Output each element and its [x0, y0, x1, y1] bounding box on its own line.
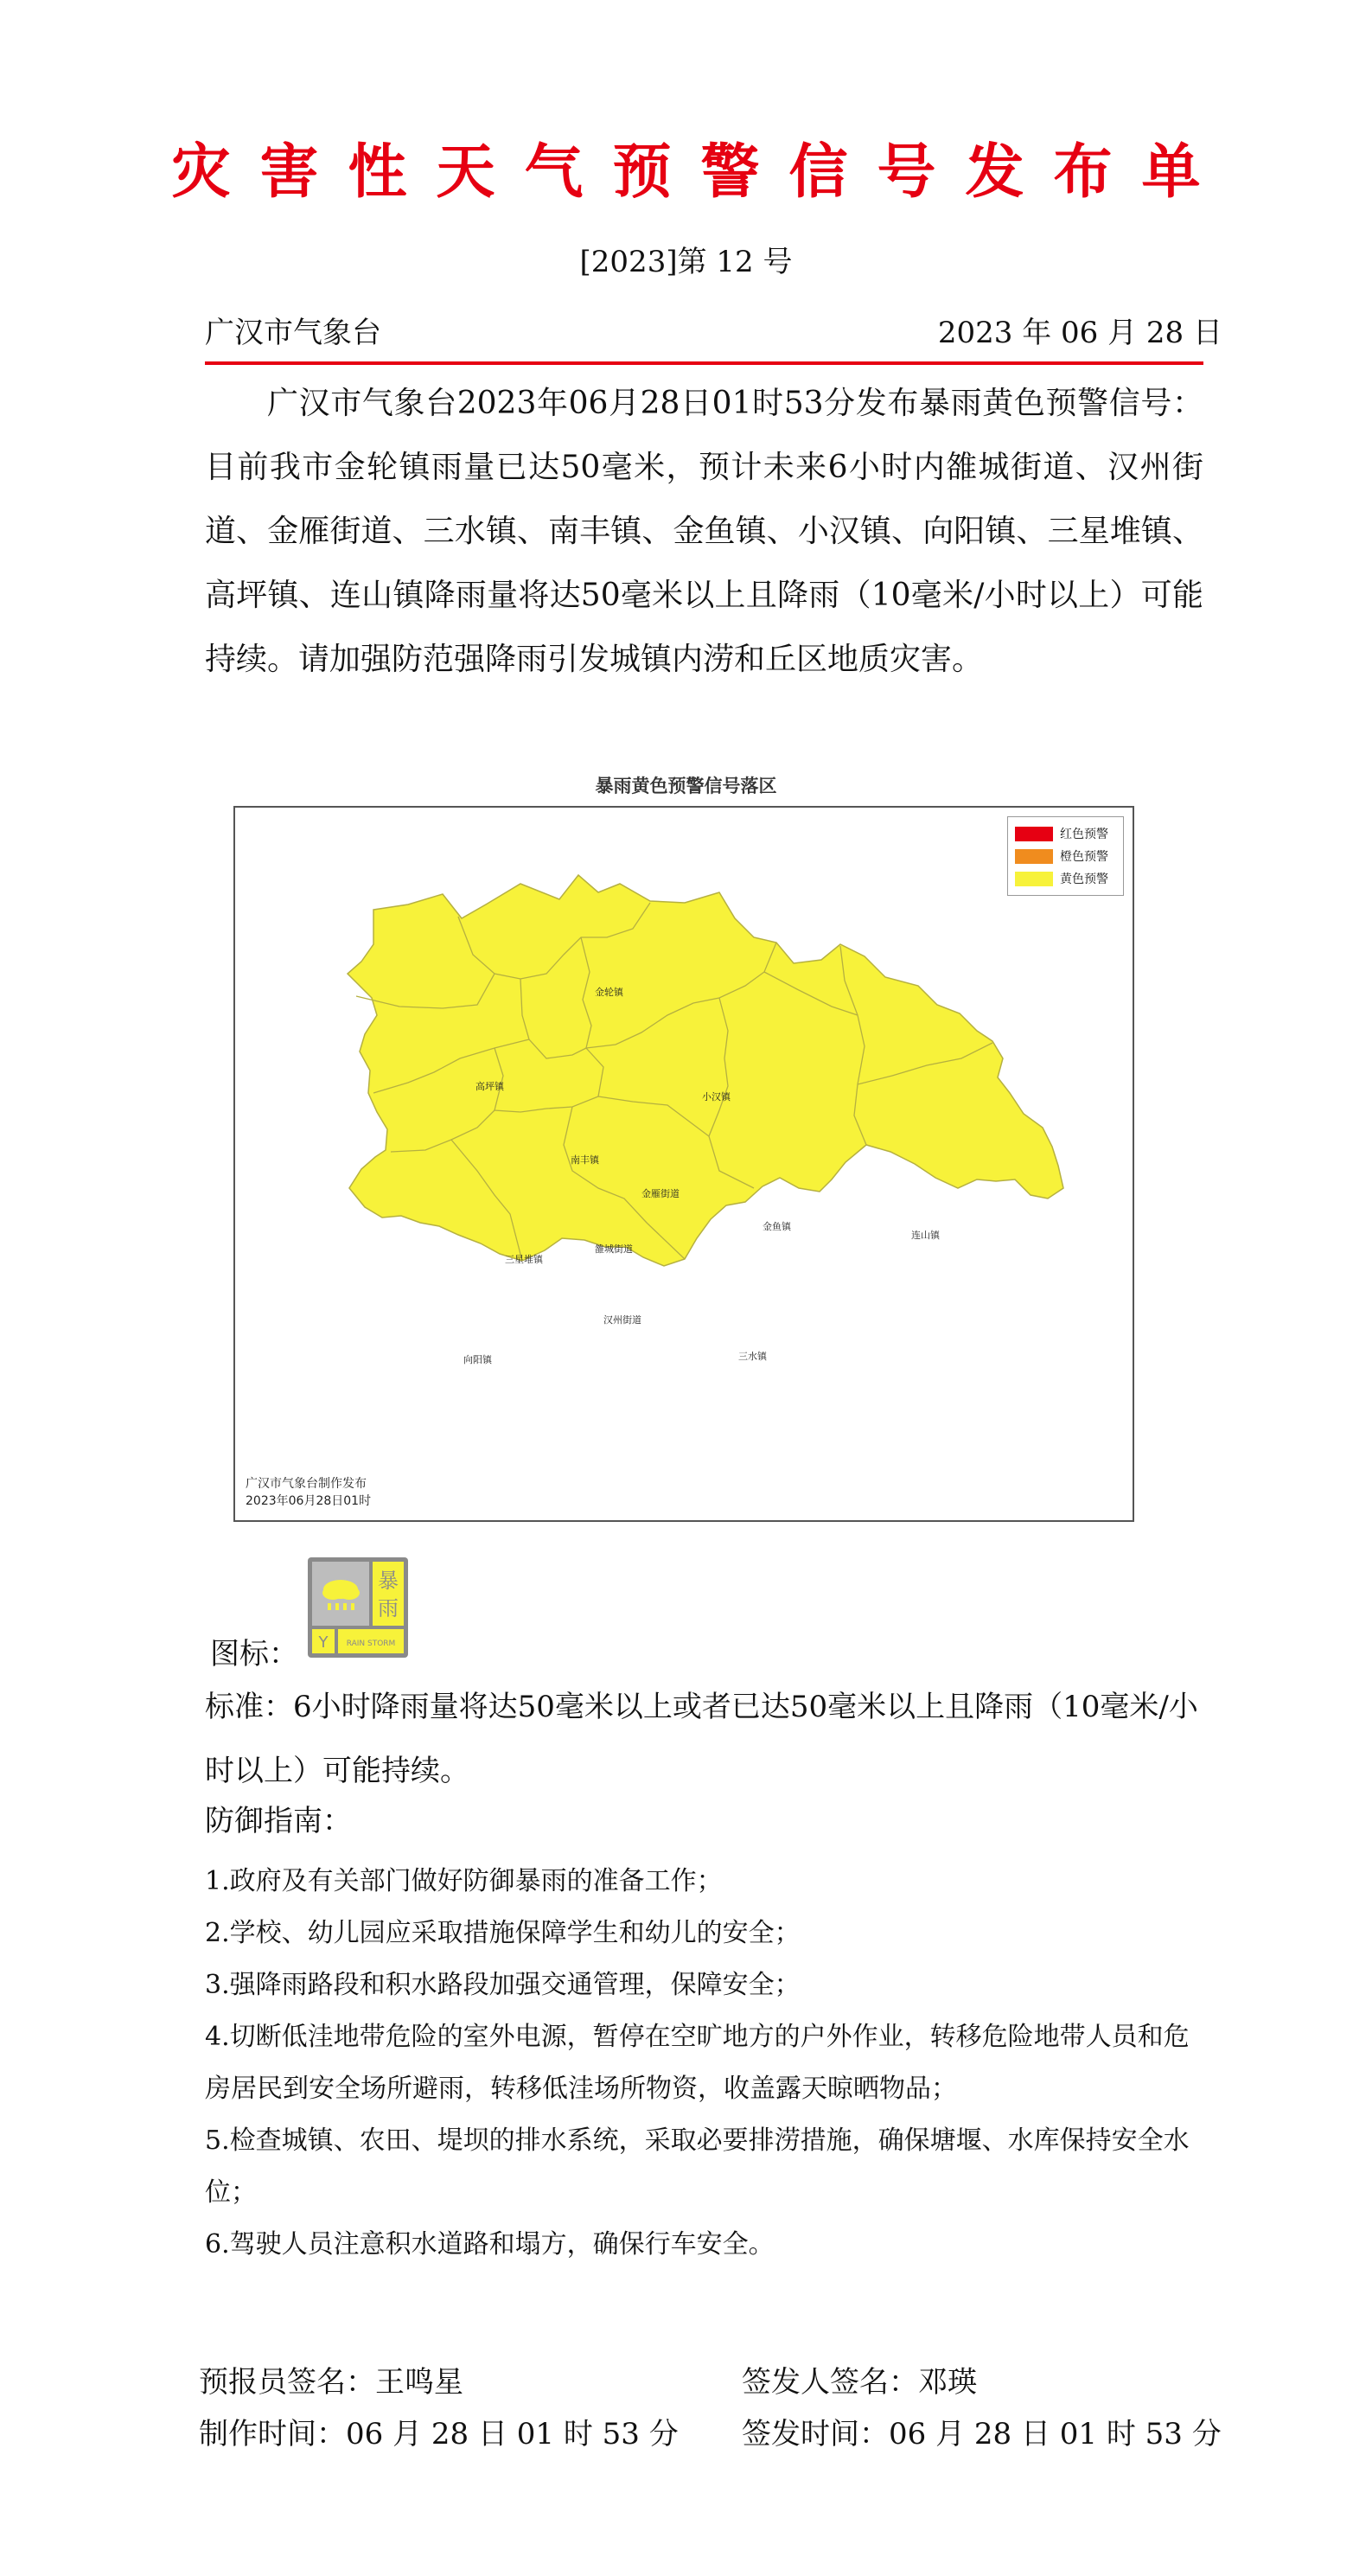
legend-item — [1015, 845, 1116, 867]
town-label: 金轮镇 — [595, 987, 623, 998]
map-title: 暴雨黄色预警信号落区 — [595, 776, 777, 796]
list-item: 3.强降雨路段和积水路段加强交通管理，保障安全； — [205, 1970, 801, 2000]
warning-paragraph: 广汉市气象台2023年06月28日01时53分发布暴雨黄色预警信号：目前我市金轮镇雨量已达50毫米，预计未来6小时内雒城街道、汉州街道、金雁街道、三水镇、南丰镇、金鱼镇、小汉镇、向阳镇、三星堆镇、高坪镇、连山镇降雨量将达50毫米以上且降雨（10毫米/小时以上）可能持续。请加强防范强降雨引发城镇内涝和丘区地质灾害。 — [205, 386, 1203, 677]
issue-date: 2023 年 06 月 28 日 — [937, 316, 1222, 350]
legend-label: 橙色预警 — [1060, 850, 1108, 864]
guanghan-region — [348, 875, 1063, 1266]
legend-swatch-orange — [1015, 849, 1053, 864]
warning-area-map — [233, 806, 1134, 1522]
legend-label: 红色预警 — [1060, 828, 1108, 841]
forecaster-signature: 预报员签名：王鸣星 — [199, 2365, 463, 2400]
legend-label: 黄色预警 — [1060, 873, 1108, 886]
made-time: 制作时间：06 月 28 日 01 时 53 分 — [199, 2417, 679, 2451]
defense-guide-title: 防御指南： — [205, 1804, 352, 1838]
document-number: [2023]第 12 号 — [579, 245, 793, 279]
rainstorm-yellow-warning-icon — [307, 1556, 409, 1659]
map-legend — [1007, 816, 1124, 896]
town-label: 金鱼镇 — [763, 1221, 791, 1232]
list-item: 2.学校、幼儿园应采取措施保障学生和幼儿的安全； — [205, 1918, 801, 1948]
credit-time: 2023年06月28日01时 — [246, 1494, 372, 1508]
icon-char: 雨 — [378, 1596, 399, 1620]
credit-line: 广汉市气象台制作发布 — [246, 1477, 367, 1491]
issuer-name: 广汉市气象台 — [205, 316, 381, 350]
town-label: 三水镇 — [738, 1351, 767, 1362]
warning-standard: 标准：6小时降雨量将达50毫米以上或者已达50毫米以上且降雨（10毫米/小时以上）可能持续。 — [205, 1690, 1198, 1788]
town-label: 金雁街道 — [641, 1188, 680, 1199]
icon-label: 图标： — [210, 1637, 298, 1672]
town-label: 连山镇 — [911, 1230, 940, 1241]
town-label: 小汉镇 — [702, 1091, 731, 1103]
legend-item — [1015, 822, 1116, 845]
town-label: 向阳镇 — [463, 1354, 492, 1365]
icon-english: RAIN STORM — [346, 1640, 396, 1648]
page-title: 灾害性天气预警信号发布单 — [171, 137, 1230, 207]
icon-code: Y — [318, 1633, 329, 1652]
town-label: 高坪镇 — [475, 1081, 504, 1092]
legend-swatch-yellow — [1015, 872, 1053, 886]
issuer-signature: 签发人签名：邓瑛 — [742, 2365, 977, 2400]
defense-guide-list — [205, 1856, 1203, 2271]
map-canvas — [235, 808, 1136, 1524]
town-label: 南丰镇 — [571, 1154, 599, 1166]
town-label: 三星堆镇 — [505, 1254, 543, 1265]
list-item: 5.检查城镇、农田、堤坝的排水系统，采取必要排涝措施，确保塘堰、水库保持安全水位； — [205, 2125, 1190, 2208]
town-label: 雒城街道 — [595, 1243, 633, 1255]
legend-swatch-red — [1015, 827, 1053, 841]
icon-char: 暴 — [378, 1569, 399, 1593]
issue-time: 签发时间：06 月 28 日 01 时 53 分 — [742, 2417, 1222, 2451]
header-divider — [205, 361, 1203, 365]
map-credit — [246, 1475, 371, 1510]
list-item: 1.政府及有关部门做好防御暴雨的准备工作； — [205, 1866, 723, 1896]
legend-item — [1015, 867, 1116, 890]
town-label: 汉州街道 — [603, 1314, 641, 1326]
list-item: 4.切断低洼地带危险的室外电源，暂停在空旷地方的户外作业，转移危险地带人员和危房居民到安全场所避雨，转移低洼场所物资，收盖露天晾晒物品； — [205, 2022, 1190, 2104]
list-item: 6.驾驶人员注意积水道路和塌方，确保行车安全。 — [205, 2229, 775, 2260]
